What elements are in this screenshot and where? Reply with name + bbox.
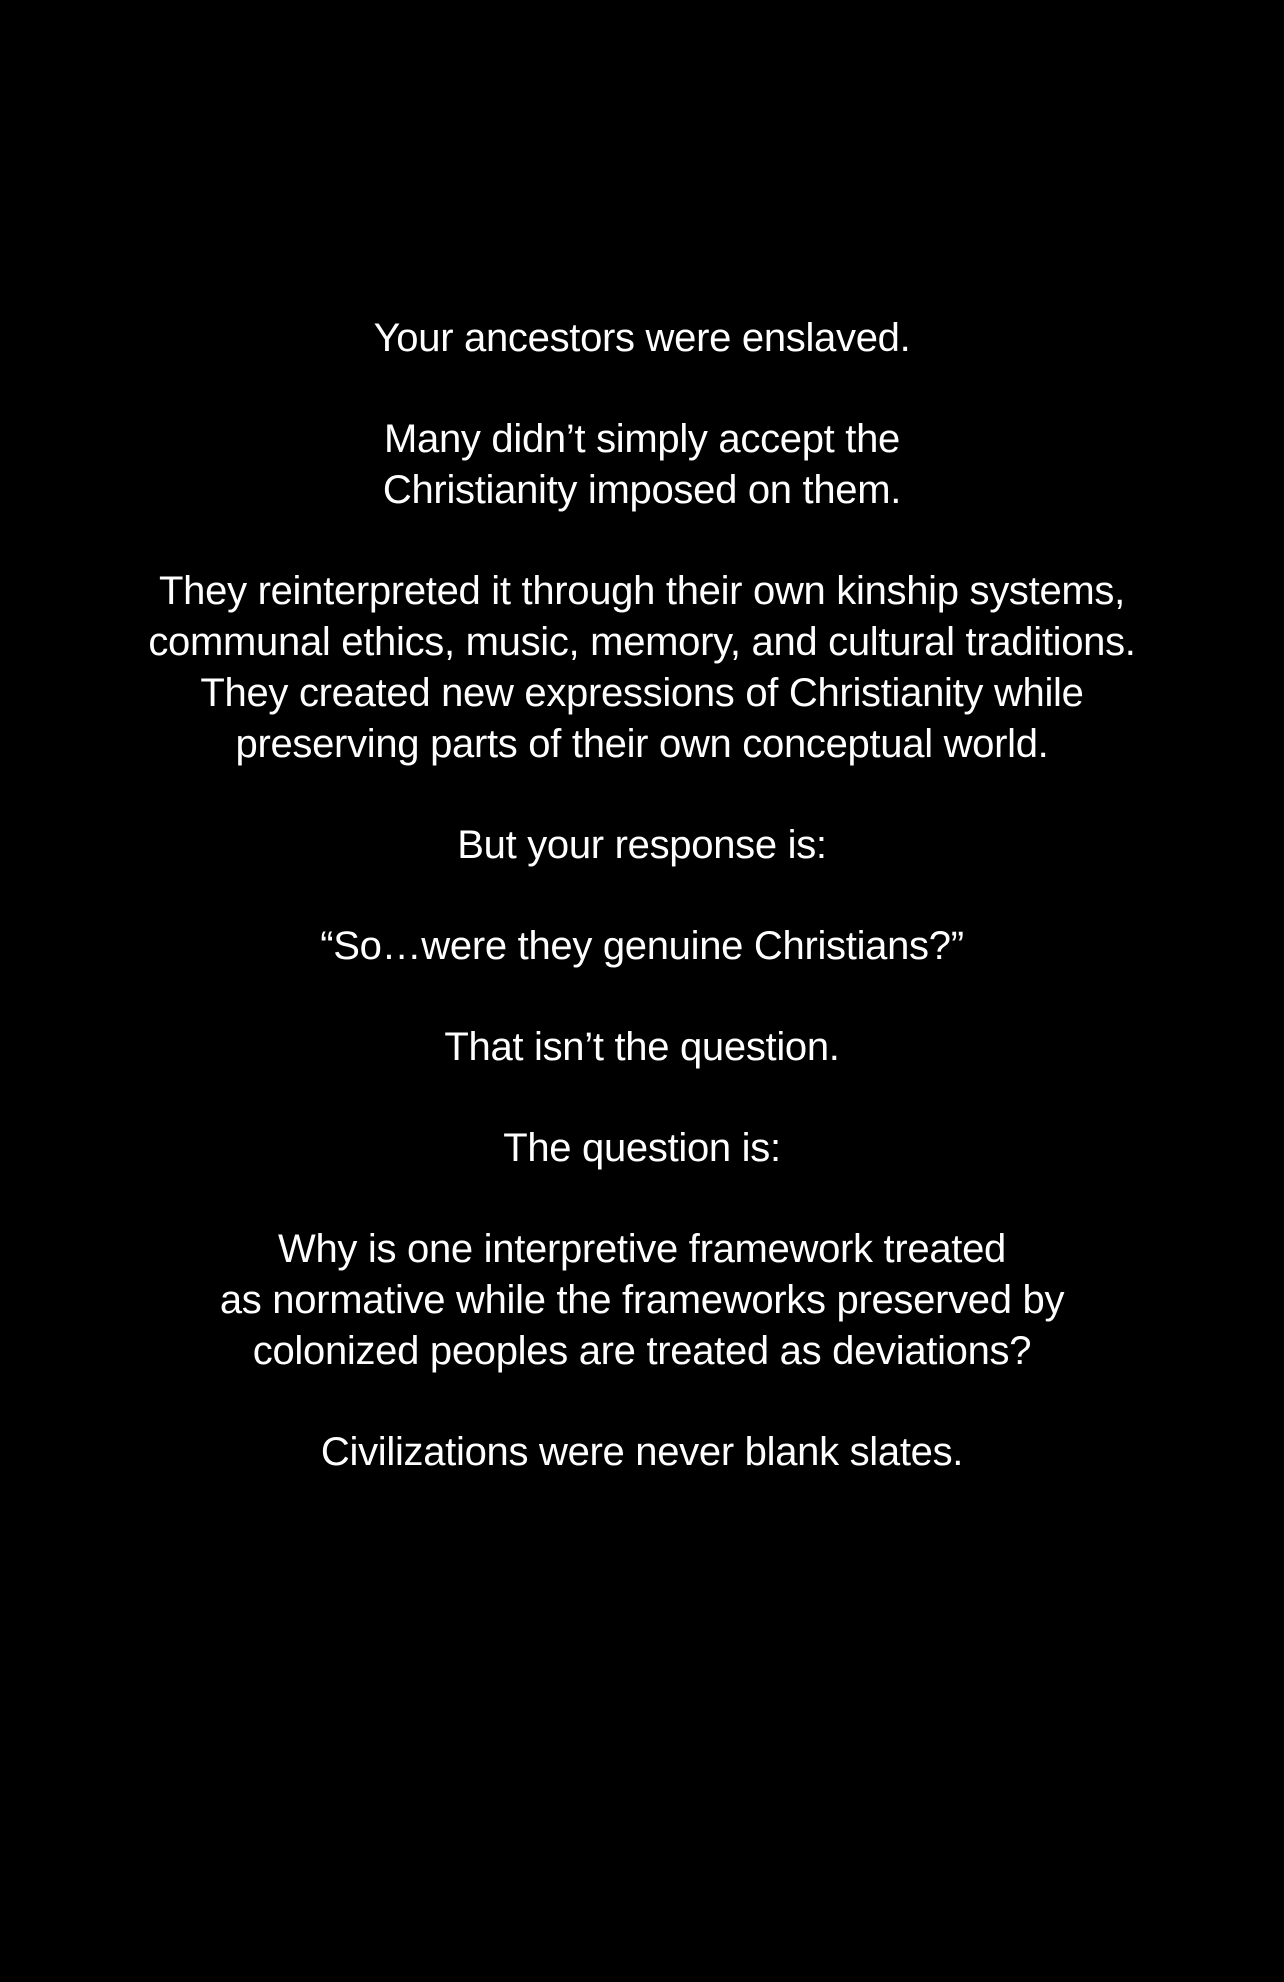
paragraph-accept (0, 414, 1284, 516)
text-line: Many didn’t simply accept the (384, 417, 900, 461)
text-line: preserving parts of their own conceptual world. (235, 722, 1049, 766)
paragraph-quote (0, 921, 1284, 972)
text-line: Christianity imposed on them. (382, 468, 902, 512)
text-line: Why is one interpretive framework treated (278, 1227, 1006, 1271)
text-line: They created new expressions of Christianity while (200, 671, 1084, 715)
paragraph-question-is (0, 1123, 1284, 1174)
text-line: The question is: (503, 1126, 781, 1170)
paragraph-reinterpreted (0, 566, 1284, 770)
text-line: as normative while the frameworks preserved by (219, 1278, 1065, 1322)
text-line: communal ethics, music, memory, and cultural traditions. (148, 620, 1136, 664)
text-line: Your ancestors were enslaved. (373, 316, 911, 360)
paragraph-response (0, 820, 1284, 871)
text-line: That isn’t the question. (444, 1025, 840, 1069)
text-line: Civilizations were never blank slates. (320, 1430, 964, 1474)
paragraph-framework (0, 1224, 1284, 1377)
text-line: “So…were they genuine Christians?” (320, 924, 964, 968)
paragraph-ancestors (0, 313, 1284, 364)
paragraph-not-question (0, 1022, 1284, 1073)
text-line: But your response is: (457, 823, 827, 867)
text-line: They reinterpreted it through their own kinship systems, (159, 569, 1125, 613)
text-line: colonized peoples are treated as deviations? (252, 1329, 1032, 1373)
text-block (0, 313, 1284, 1478)
paragraph-civilizations (0, 1427, 1284, 1478)
